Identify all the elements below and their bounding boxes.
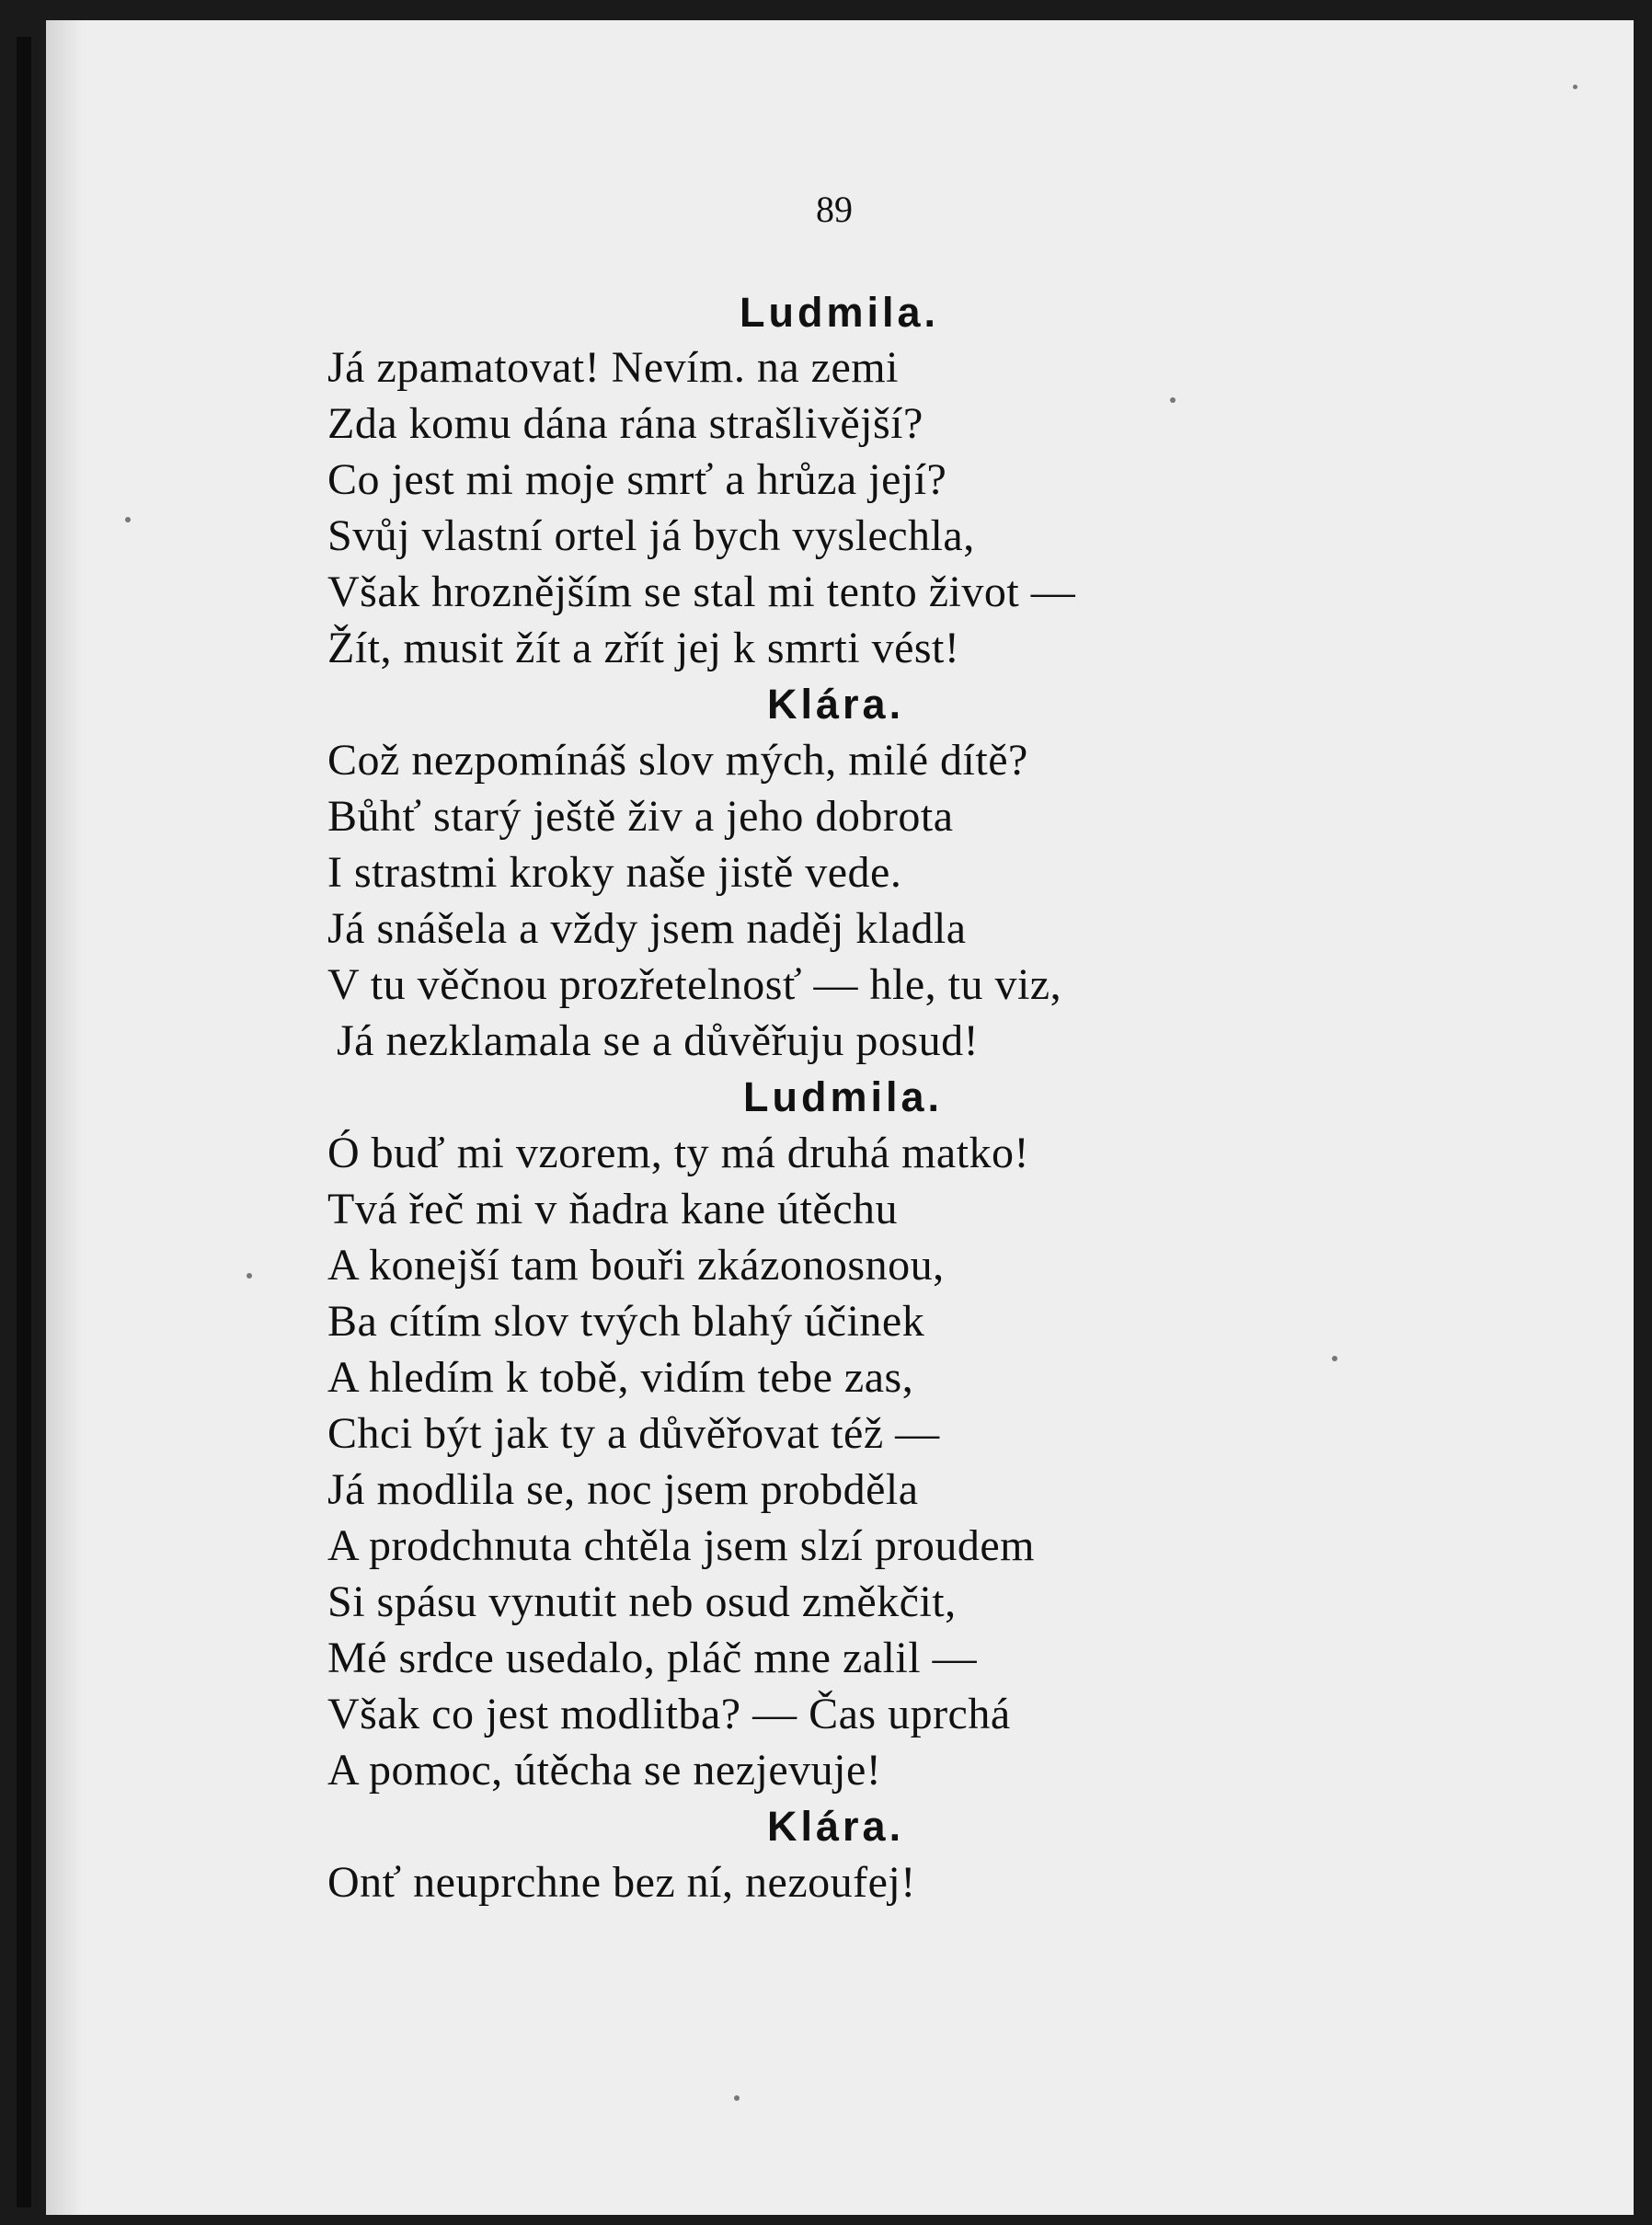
verse-line: A konejší tam bouři zkázonosnou, bbox=[327, 1241, 945, 1290]
verse-line: A hledím k tobě, vidím tebe zas, bbox=[327, 1353, 914, 1402]
verse-line: I strastmi kroky naše jistě vede. bbox=[327, 848, 902, 897]
verse-line: Bůhť starý ještě živ a jeho dobrota bbox=[327, 792, 954, 841]
verse-line: Chci být jak ty a důvěřovat též — bbox=[327, 1409, 940, 1458]
speaker-name: Ludmila. bbox=[740, 289, 940, 336]
speaker-name: Ludmila. bbox=[743, 1073, 944, 1120]
verse-line: Já zpamatovat! Nevím. na zemi bbox=[327, 343, 899, 392]
page-number: 89 bbox=[816, 189, 853, 230]
verse-line: Já nezklamala se a důvěřuju posud! bbox=[337, 1016, 980, 1065]
verse-line: Tvá řeč mi v ňadra kane útěchu bbox=[327, 1185, 899, 1233]
verse-line: A prodchnuta chtěla jsem slzí proudem bbox=[327, 1521, 1035, 1570]
gutter-shadow bbox=[46, 20, 83, 2215]
speaker-name: Klára. bbox=[767, 681, 905, 728]
scan-speck bbox=[1573, 85, 1577, 89]
verse-line: V tu věčnou prozřetelnosť — hle, tu viz, bbox=[327, 960, 1062, 1009]
scan-speck bbox=[125, 517, 131, 522]
verse-line: Ó buď mi vzorem, ty má druhá matko! bbox=[327, 1129, 1030, 1177]
verse-line: Však hroznějším se stal mi tento život — bbox=[327, 568, 1076, 616]
verse-line: Což nezpomínáš slov mých, milé dítě? bbox=[327, 736, 1028, 785]
binding-edge bbox=[17, 37, 31, 2208]
verse-line: Já snášela a vždy jsem naděj kladla bbox=[327, 904, 967, 953]
verse-line: Mé srdce usedalo, pláč mne zalil — bbox=[327, 1634, 978, 1682]
verse-line: Já modlila se, noc jsem probděla bbox=[327, 1465, 919, 1514]
verse-line: Zda komu dána rána strašlivější? bbox=[327, 399, 924, 448]
scan-speck bbox=[1170, 397, 1176, 403]
verse-line: Žít, musit žít a zřít jej k smrti vést! bbox=[327, 624, 960, 672]
book-page bbox=[46, 20, 1634, 2215]
verse-line: Však co jest modlitba? — Čas uprchá bbox=[327, 1690, 1011, 1738]
verse-line: Onť neuprchne bez ní, nezoufej! bbox=[327, 1858, 916, 1907]
scan-speck bbox=[1332, 1356, 1337, 1361]
scan-speck bbox=[247, 1273, 252, 1279]
verse-line: A pomoc, útěcha se nezjevuje! bbox=[327, 1746, 882, 1795]
verse-line: Si spásu vynutit neb osud změkčit, bbox=[327, 1577, 957, 1626]
speaker-name: Klára. bbox=[767, 1803, 905, 1850]
verse-line: Ba cítím slov tvých blahý účinek bbox=[327, 1297, 925, 1346]
verse-line: Svůj vlastní ortel já bych vyslechla, bbox=[327, 511, 975, 560]
scan-speck bbox=[734, 2095, 740, 2101]
verse-line: Co jest mi moje smrť a hrůza její? bbox=[327, 455, 947, 504]
